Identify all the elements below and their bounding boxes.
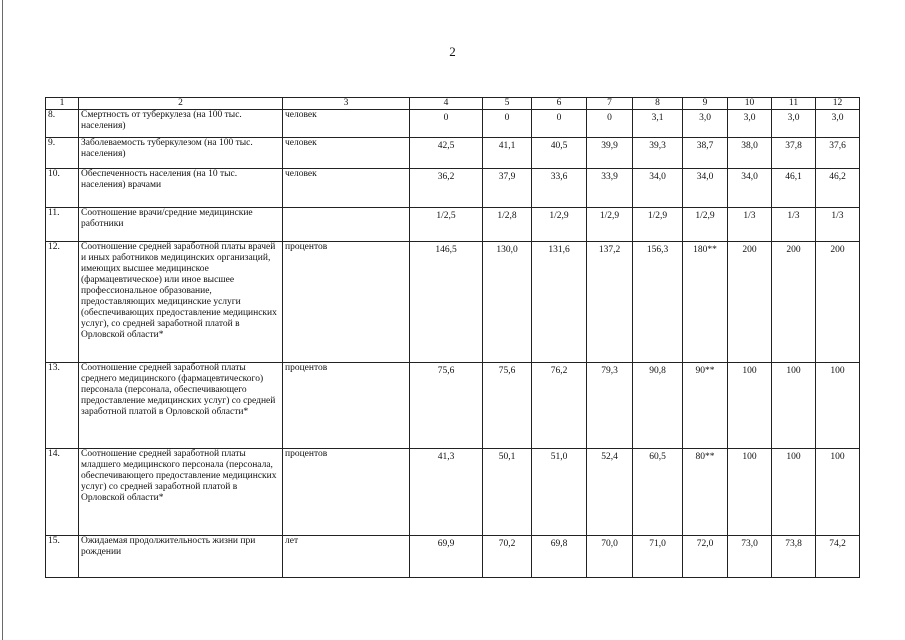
header-cell: 5 (483, 98, 532, 110)
indicator-name-cell: Соотношение средней заработной платы среднего медицинского (фармацевтического) персонала (персонала, обеспечивающего предоставление медицинских услуг) со средней заработной платой в Орловской области* (79, 363, 283, 449)
value-text: 74,2 (829, 539, 846, 549)
value-text: 69,9 (437, 539, 455, 549)
indicator-name-cell: Соотношение средней заработной платы врачей и иных работников медицинских организаций, имеющих высшее медицинское (фармацевтическое) или иное высшее профессиональное образование, предоставляющих медицинские услуги (обеспечивающих предоставление медицинских услуг), со средней заработной платой в Орловской области* (79, 242, 283, 363)
value-cell (483, 242, 532, 363)
value-cell (410, 363, 483, 449)
value-cell (587, 110, 633, 138)
value-text: 39,9 (601, 141, 618, 151)
value-cell (410, 242, 483, 363)
value-text: 50,1 (498, 452, 516, 462)
value-text: 100 (830, 452, 845, 462)
unit-cell: процентов (283, 363, 410, 449)
value-cell (483, 169, 532, 208)
value-cell (683, 536, 728, 578)
value-text: 0 (504, 113, 510, 123)
value-text: 34,0 (696, 172, 714, 182)
row-number-cell: 9. (46, 138, 79, 169)
value-cell (483, 208, 532, 242)
value-cell (587, 536, 633, 578)
header-row (46, 98, 860, 110)
value-text: 100 (786, 452, 801, 462)
value-text: 100 (742, 452, 757, 462)
value-text: 38,7 (696, 141, 714, 151)
value-text: 34,0 (741, 172, 758, 182)
value-cell (683, 110, 728, 138)
value-text: 37,6 (829, 141, 846, 151)
header-cell: 7 (587, 98, 633, 110)
value-cell (587, 242, 633, 363)
value-text: 0 (556, 113, 562, 123)
value-text: 70,2 (498, 539, 516, 549)
value-text: 69,8 (550, 539, 568, 549)
indicator-name-cell: Обеспеченность населения (на 10 тыс. населения) врачами (79, 169, 283, 208)
value-cell (587, 449, 633, 536)
page-number: 2 (449, 44, 456, 59)
value-cell (816, 242, 860, 363)
table-row (46, 536, 860, 578)
value-text: 200 (830, 245, 845, 255)
value-text: 71,0 (649, 539, 666, 549)
header-cell: 8 (633, 98, 683, 110)
value-cell (410, 110, 483, 138)
value-cell (483, 536, 532, 578)
indicator-name-cell: Соотношение врачи/средние медицинские работники (79, 208, 283, 242)
value-cell (633, 208, 683, 242)
value-cell (816, 110, 860, 138)
table-row (46, 363, 860, 449)
row-number-cell: 12. (46, 242, 79, 363)
value-text: 3,1 (651, 113, 664, 123)
row-number-cell: 15. (46, 536, 79, 578)
value-cell (816, 536, 860, 578)
table-row (46, 208, 860, 242)
value-cell (772, 449, 816, 536)
table-row (46, 449, 860, 536)
value-text: 72,0 (696, 539, 714, 549)
value-cell (483, 138, 532, 169)
value-cell (772, 363, 816, 449)
value-text: 3,0 (699, 113, 711, 123)
value-cell (772, 169, 816, 208)
indicators-table (45, 97, 860, 578)
value-text: 3,0 (787, 113, 800, 123)
unit-cell: человек (283, 110, 410, 138)
header-cell: 2 (79, 98, 283, 110)
value-cell (483, 363, 532, 449)
value-text: 80** (695, 452, 715, 462)
value-text: 90** (695, 366, 715, 376)
value-cell (410, 169, 483, 208)
value-cell (633, 110, 683, 138)
value-cell (728, 208, 772, 242)
value-cell (772, 110, 816, 138)
header-cell: 3 (283, 98, 410, 110)
value-cell (816, 363, 860, 449)
page-edge-line (2, 0, 3, 640)
row-number-cell: 8. (46, 110, 79, 138)
value-text: 1/2,9 (549, 211, 569, 221)
row-number-cell: 14. (46, 449, 79, 536)
value-cell (410, 208, 483, 242)
table-row (46, 242, 860, 363)
table-row (46, 169, 860, 208)
value-text: 75,6 (437, 366, 455, 376)
value-text: 1/2,9 (695, 211, 715, 221)
value-text: 46,2 (829, 172, 846, 182)
value-cell (532, 536, 587, 578)
value-text: 0 (607, 113, 612, 123)
value-cell (532, 138, 587, 169)
value-cell (683, 449, 728, 536)
value-text: 41,1 (498, 141, 516, 151)
value-cell (633, 363, 683, 449)
value-text: 76,2 (550, 366, 568, 376)
row-number-cell: 13. (46, 363, 79, 449)
value-text: 3,0 (831, 113, 844, 123)
value-text: 39,3 (649, 141, 666, 151)
value-text: 156,3 (646, 245, 669, 255)
value-cell (728, 536, 772, 578)
header-cell: 11 (772, 98, 816, 110)
value-cell (532, 110, 587, 138)
value-text: 1/2,8 (497, 211, 517, 221)
unit-cell: лет (283, 536, 410, 578)
value-text: 200 (742, 245, 757, 255)
table-row (46, 110, 860, 138)
value-text: 33,9 (601, 172, 618, 182)
value-cell (587, 363, 633, 449)
value-text: 1/2,5 (436, 211, 456, 221)
value-text: 52,4 (601, 452, 618, 462)
value-cell (728, 449, 772, 536)
value-cell (772, 208, 816, 242)
value-text: 34,0 (649, 172, 666, 182)
value-text: 1/3 (787, 211, 800, 221)
value-text: 3,0 (743, 113, 756, 123)
value-text: 41,3 (437, 452, 455, 462)
value-cell (410, 536, 483, 578)
value-cell (772, 138, 816, 169)
value-cell (587, 208, 633, 242)
value-text: 38,0 (741, 141, 758, 151)
value-cell (683, 363, 728, 449)
value-cell (633, 169, 683, 208)
value-text: 146,5 (435, 245, 457, 255)
value-cell (633, 449, 683, 536)
value-cell (410, 138, 483, 169)
header-cell: 12 (816, 98, 860, 110)
indicator-name-cell: Заболеваемость туберкулезом (на 100 тыс. населения) (79, 138, 283, 169)
indicator-name-cell: Соотношение средней заработной платы младшего медицинского персонала (персонала, обеспечивающего предоставление медицинских услуг) со средней заработной платой в Орловской области* (79, 449, 283, 536)
value-text: 90,8 (649, 366, 666, 376)
value-text: 180** (693, 245, 717, 255)
value-cell (633, 242, 683, 363)
value-cell (683, 169, 728, 208)
value-text: 100 (742, 366, 757, 376)
value-text: 73,8 (785, 539, 802, 549)
value-text: 137,2 (598, 245, 621, 255)
value-text: 200 (786, 245, 801, 255)
table-body (46, 110, 860, 578)
value-text: 1/2,9 (599, 211, 620, 221)
unit-cell: процентов (283, 449, 410, 536)
value-text: 40,5 (550, 141, 568, 151)
value-text: 70,0 (601, 539, 618, 549)
value-cell (772, 536, 816, 578)
unit-cell: человек (283, 169, 410, 208)
value-text: 130,0 (496, 245, 518, 255)
value-cell (587, 169, 633, 208)
value-cell (728, 242, 772, 363)
value-text: 46,1 (785, 172, 802, 182)
value-text: 75,6 (498, 366, 516, 376)
value-cell (532, 449, 587, 536)
value-cell (816, 169, 860, 208)
value-cell (532, 169, 587, 208)
value-cell (728, 363, 772, 449)
value-text: 131,6 (548, 245, 570, 255)
value-text: 37,9 (498, 172, 516, 182)
unit-cell: процентов (283, 242, 410, 363)
value-cell (532, 208, 587, 242)
unit-cell (283, 208, 410, 242)
value-cell (587, 138, 633, 169)
row-number-cell: 11. (46, 208, 79, 242)
header-cell: 6 (532, 98, 587, 110)
indicator-name-cell: Ожидаемая продолжительность жизни при рождении (79, 536, 283, 578)
unit-cell: человек (283, 138, 410, 169)
value-cell (728, 169, 772, 208)
value-text: 60,5 (649, 452, 666, 462)
value-text: 0 (443, 113, 449, 123)
value-cell (816, 138, 860, 169)
header-cell: 9 (683, 98, 728, 110)
value-text: 79,3 (601, 366, 618, 376)
row-number-cell: 10. (46, 169, 79, 208)
value-text: 100 (830, 366, 845, 376)
header-cell: 1 (46, 98, 79, 110)
value-text: 42,5 (437, 141, 455, 151)
value-cell (633, 536, 683, 578)
value-text: 36,2 (437, 172, 455, 182)
value-text: 73,0 (741, 539, 758, 549)
header-cell: 10 (728, 98, 772, 110)
value-cell (683, 208, 728, 242)
value-text: 37,8 (785, 141, 802, 151)
value-cell (483, 110, 532, 138)
value-text: 33,6 (550, 172, 568, 182)
value-text: 51,0 (550, 452, 568, 462)
value-cell (683, 138, 728, 169)
value-text: 100 (786, 366, 801, 376)
value-text: 1/3 (831, 211, 844, 221)
indicator-name-cell: Смертность от туберкулеза (на 100 тыс. населения) (79, 110, 283, 138)
value-cell (410, 449, 483, 536)
value-cell (728, 110, 772, 138)
value-text: 1/3 (743, 211, 756, 221)
value-cell (728, 138, 772, 169)
value-cell (633, 138, 683, 169)
value-cell (483, 449, 532, 536)
value-cell (532, 242, 587, 363)
value-cell (532, 363, 587, 449)
value-cell (772, 242, 816, 363)
table-row (46, 138, 860, 169)
value-text: 1/2,9 (647, 211, 668, 221)
header-cell: 4 (410, 98, 483, 110)
value-cell (816, 449, 860, 536)
value-cell (816, 208, 860, 242)
value-cell (683, 242, 728, 363)
